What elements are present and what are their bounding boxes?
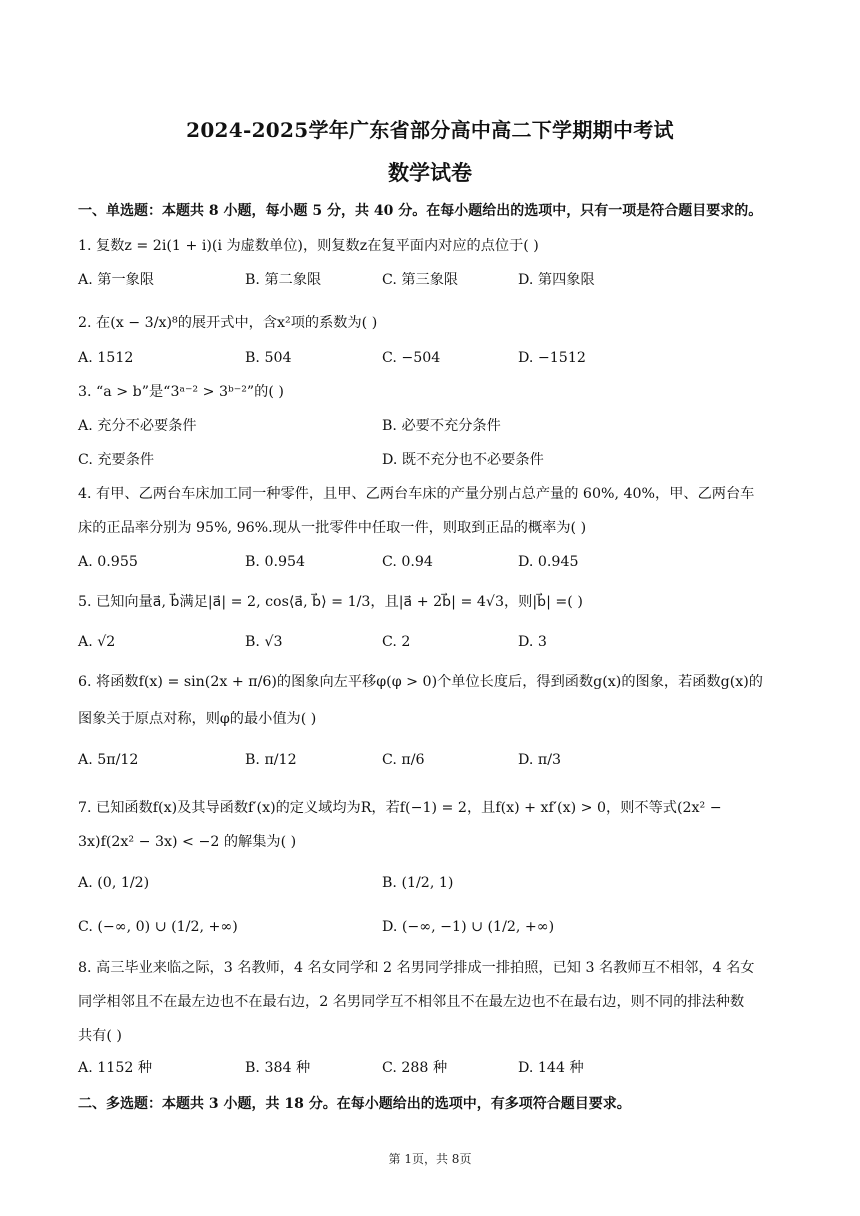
question-6-stem-line-2: 图象关于原点对称，则φ的最小值为( ) (78, 711, 317, 727)
section-1-heading: 一、单选题：本题共 8 小题，每小题 5 分，共 40 分。在每小题给出的选项中，只有一项是符合题目要求的。 (78, 203, 763, 219)
question-6-option-a: A. 5π/12 (78, 752, 139, 768)
question-2-stem: 2. 在(x − 3/x)⁸的展开式中，含x²项的系数为( ) (78, 315, 378, 331)
question-3-stem: 3. “a > b”是“3ᵃ⁻² > 3ᵇ⁻²”的( ) (78, 384, 284, 400)
question-7-option-c: C. (−∞, 0) ∪ (1/2, +∞) (78, 919, 238, 935)
question-7-option-b: B. (1/2, 1) (382, 875, 454, 891)
question-1-option-b: B. 第二象限 (245, 272, 322, 288)
question-6-option-d: D. π/3 (518, 752, 562, 768)
question-5-stem: 5. 已知向量a⃗, b⃗满足|a⃗| = 2, cos⟨a⃗, b⃗⟩ = 1/3，且|a⃗ + 2b⃗| = 4√3，则|b⃗| =( ) (78, 594, 583, 610)
question-5-option-b: B. √3 (245, 634, 283, 650)
question-7-option-a: A. (0, 1/2) (78, 875, 150, 891)
question-4-option-a: A. 0.955 (78, 554, 138, 570)
exam-title: 2024-2025学年广东省部分高中高二下学期期中考试 (186, 118, 674, 142)
page-footer: 第 1页，共 8页 (388, 1152, 472, 1166)
question-2-option-b: B. 504 (245, 350, 292, 366)
question-1-option-c: C. 第三象限 (382, 272, 459, 288)
question-3-option-d: D. 既不充分也不必要条件 (382, 452, 544, 468)
question-3-option-a: A. 充分不必要条件 (78, 418, 197, 434)
question-8-stem-line-1: 8. 高三毕业来临之际，3 名教师，4 名女同学和 2 名男同学排成一排拍照，已知 3 名教师互不相邻，4 名女 (78, 960, 755, 976)
question-1-option-a: A. 第一象限 (78, 272, 155, 288)
question-3-option-b: B. 必要不充分条件 (382, 418, 501, 434)
question-7-stem-line-2: 3x)f(2x² − 3x) < −2 的解集为( ) (78, 834, 297, 850)
question-8-option-a: A. 1152 种 (78, 1060, 153, 1076)
question-2-option-a: A. 1512 (78, 350, 134, 366)
question-2-option-d: D. −1512 (518, 350, 586, 366)
question-2-option-c: C. −504 (382, 350, 441, 366)
section-2-heading: 二、多选题：本题共 3 小题，共 18 分。在每小题给出的选项中，有多项符合题目要求。 (78, 1096, 631, 1112)
question-6-stem-line-1: 6. 将函数f(x) = sin(2x + π/6)的图象向左平移φ(φ > 0)个单位长度后，得到函数g(x)的图象，若函数g(x)的 (78, 674, 763, 690)
question-4-option-d: D. 0.945 (518, 554, 579, 570)
question-5-option-c: C. 2 (382, 634, 411, 650)
question-3-option-c: C. 充要条件 (78, 452, 155, 468)
question-8-option-c: C. 288 种 (382, 1060, 448, 1076)
question-8-option-b: B. 384 种 (245, 1060, 311, 1076)
question-6-option-b: B. π/12 (245, 752, 297, 768)
question-1-option-d: D. 第四象限 (518, 272, 595, 288)
question-8-stem-line-2: 同学相邻且不在最左边也不在最右边，2 名男同学互不相邻且不在最左边也不在最右边，则不同的排法种数 (78, 994, 745, 1010)
question-4-option-c: C. 0.94 (382, 554, 433, 570)
question-5-option-d: D. 3 (518, 634, 547, 650)
question-4-option-b: B. 0.954 (245, 554, 306, 570)
question-4-stem-line-2: 床的正品率分别为 95%, 96%.现从一批零件中任取一件，则取到正品的概率为( ) (78, 520, 587, 536)
exam-subtitle: 数学试卷 (388, 160, 472, 185)
question-7-stem-line-1: 7. 已知函数f(x)及其导函数f′(x)的定义域均为R，若f(−1) = 2，且f(x) + xf′(x) > 0，则不等式(2x² − (78, 800, 722, 816)
question-4-stem-line-1: 4. 有甲、乙两台车床加工同一种零件，且甲、乙两台车床的产量分别占总产量的 60%, 40%，甲、乙两台车 (78, 486, 755, 502)
question-8-option-d: D. 144 种 (518, 1060, 584, 1076)
question-6-option-c: C. π/6 (382, 752, 425, 768)
question-8-stem-line-3: 共有( ) (78, 1028, 122, 1044)
question-5-option-a: A. √2 (78, 634, 116, 650)
question-7-option-d: D. (−∞, −1) ∪ (1/2, +∞) (382, 919, 555, 935)
question-1-stem: 1. 复数z = 2i(1 + i)(i 为虚数单位)，则复数z在复平面内对应的点位于( ) (78, 238, 539, 254)
